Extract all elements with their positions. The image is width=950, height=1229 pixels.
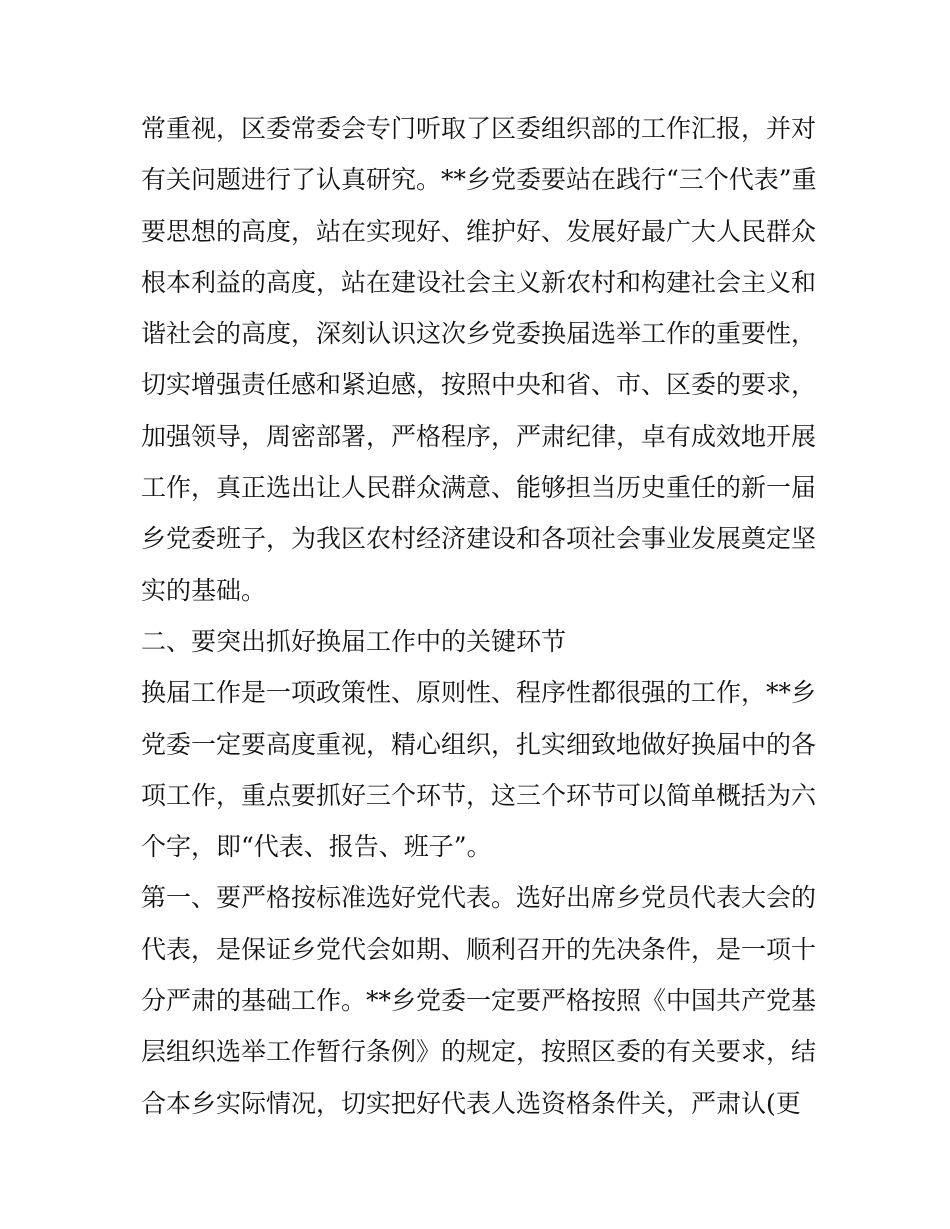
text-line: 加强领导，周密部署，严格程序，严肃纪律，卓有成效地开展 (141, 421, 817, 451)
text-line: 有关问题进行了认真研究。**乡党委要站在践行“三个代表”重 (141, 165, 817, 195)
text-line: 层组织选举工作暂行条例》的规定，按照区委的有关要求，结 (141, 1037, 817, 1067)
document-body (141, 103, 821, 1129)
text-line: 项工作，重点要抓好三个环节，这三个环节可以简单概括为六 (141, 780, 817, 810)
text-line: 乡党委班子，为我区农村经济建设和各项社会事业发展奠定坚 (141, 524, 817, 554)
text-line: 切实增强责任感和紧迫感，按照中央和省、市、区委的要求， (141, 370, 817, 400)
text-line: 个字，即“代表、报告、班子”。 (141, 832, 492, 862)
text-line: 党委一定要高度重视，精心组织，扎实细致地做好换届中的各 (141, 729, 817, 759)
section-heading: 二、要突出抓好换届工作中的关键环节 (141, 626, 567, 656)
text-line: 谐社会的高度，深刻认识这次乡党委换届选举工作的重要性， (141, 319, 817, 349)
text-line: 工作，真正选出让人民群众满意、能够担当历史重任的新一届 (141, 473, 817, 503)
text-line: 根本利益的高度，站在建设社会主义新农村和构建社会主义和 (141, 267, 817, 297)
text-line: 分严肃的基础工作。**乡党委一定要严格按照《中国共产党基 (141, 986, 817, 1016)
text-line: 实的基础。 (141, 575, 267, 605)
text-line: 换届工作是一项政策性、原则性、程序性都很强的工作，**乡 (141, 678, 817, 708)
text-line: 第一、要严格按标准选好党代表。选好出席乡党员代表大会的 (141, 883, 817, 913)
text-line: 代表，是保证乡党代会如期、顺利召开的先决条件，是一项十 (141, 934, 817, 964)
text-line: 合本乡实际情况，切实把好代表人选资格条件关，严肃认(更 (141, 1088, 801, 1118)
text-line: 常重视，区委常委会专门听取了区委组织部的工作汇报，并对 (141, 114, 817, 143)
text-line: 要思想的高度，站在实现好、维护好、发展好最广大人民群众 (141, 216, 817, 246)
